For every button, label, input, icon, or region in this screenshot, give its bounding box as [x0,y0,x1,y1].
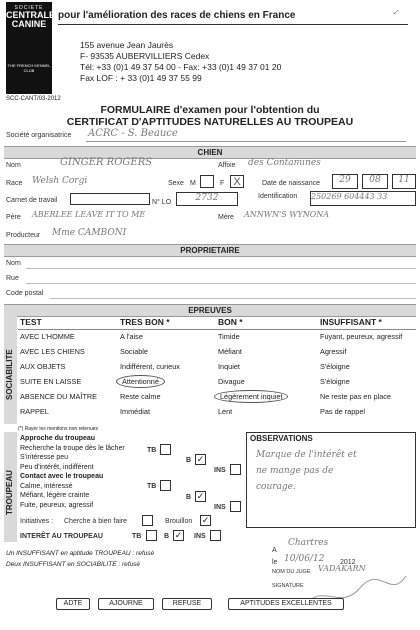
observations-box[interactable] [246,432,416,528]
approche-tb-label: TB [147,447,157,454]
prop-rue-line [26,283,416,284]
lo-label: N° LO [152,199,172,206]
brouillon-checkbox[interactable]: ✓ [201,515,210,525]
row-chiens-b[interactable]: Méfiant [218,347,242,356]
col-tres-bon: TRES BON * [120,317,170,327]
contact-title: Contact avec le troupeau [20,473,104,480]
row-absence-test: ABSENCE DU MAÎTRE [20,392,98,401]
row-rappel-test: RAPPEL [20,407,49,416]
approche-tb-checkbox[interactable] [160,444,171,455]
mere-value[interactable]: ANNWN'S WYNONA [244,210,330,219]
pere-value[interactable]: ABERLEE LEAVE IT TO ME [32,210,146,219]
address-block [80,40,281,84]
naissance-label: Date de naissance [262,180,320,187]
row-chiens-ins[interactable]: Agressif [320,347,347,356]
ident-value[interactable]: 250269 604443 33 [310,191,416,206]
sexe-m-checkbox[interactable] [200,175,214,188]
row-laisse-test: SUITE EN LAISSE [20,377,82,386]
row-objets-test: AUX OBJETS [20,362,66,371]
form-code: SCC-CANT/03-2012 [6,96,61,102]
interet-b-label: B [164,533,170,540]
approche-2: S'intéresse peu [20,454,69,461]
observations-label: OBSERVATIONS [250,434,313,443]
contact-2: Méfiant, légère crainte [20,492,90,499]
ident-label: Identification [258,193,298,200]
troupeau-block [20,434,125,510]
row-laisse-tb[interactable]: Attentionné [116,375,165,388]
address-tel: Tél: +33 (0)1 49 37 54 00 - Fax: +33 (0)1 49 37 01 20 [80,62,282,72]
epreuves-header: EPREUVES [4,304,416,317]
signature-label: SIGNATURE [272,583,304,589]
mere-label: Mère [218,214,234,221]
title-line1: FORMULAIRE d'examen pour l'obtention du [100,104,320,116]
row-homme-test: AVEC L'HOMME [20,332,75,341]
logo-subtitle: THE FRENCH KENNEL CLUB [7,63,51,73]
contact-b-label: B [186,494,192,501]
row-laisse-b[interactable]: Divague [218,377,245,386]
epreuves-header-rule [18,329,416,330]
sexe-f-label: F [220,180,225,187]
interet-ins-checkbox[interactable] [210,530,221,541]
interet-tb-checkbox[interactable] [146,530,157,541]
carnet-label: Carnet de travail [6,197,58,204]
sexe-m-label: M [190,180,196,187]
date-value[interactable]: 10/06/12 [284,554,325,564]
approche-ins-checkbox[interactable] [230,464,241,475]
sexe-f-checkbox[interactable]: X [230,175,244,188]
producteur-label: Producteur [6,232,41,239]
result-refuse-button[interactable]: REFUSE [162,598,212,610]
form-title [0,104,420,128]
approche-b-label: B [186,457,192,464]
logo-name: CENTRALE CANINE [6,10,55,29]
row-absence-ins[interactable]: Ne reste pas en place [320,392,391,401]
date-year: 2012 [340,559,356,566]
prop-cp-line [50,298,416,299]
row-homme-b[interactable]: Timide [218,332,240,341]
row-chiens-tb[interactable]: Sociable [120,347,148,356]
prop-nom-label: Nom [6,260,21,267]
contact-tb-label: TB [147,483,157,490]
producteur-value[interactable]: Mme CAMBONI [52,228,127,238]
row-absence-b[interactable]: Légèrement inquiet [214,390,288,403]
col-bon: BON * [218,317,243,327]
col-test: TEST [20,317,42,327]
row-homme-ins[interactable]: Fuyant, peureux, agressif [320,332,403,341]
contact-ins-label: INS [214,504,226,511]
row-rappel-ins[interactable]: Pas de rappel [320,407,366,416]
row-chiens-test: AVEC LES CHIENS [20,347,85,356]
initiatives-label: Initiatives : [20,518,54,525]
prop-rue-label: Rue [6,275,19,282]
sociabilite-label: SOCIABILITE [5,349,14,400]
troupeau-label: TROUPEAU [5,470,14,515]
title-line2: CERTIFICAT D'APTITUDES NATURELLES AU TROUPEAU [66,116,354,128]
naissance-month[interactable]: 08 [362,174,388,189]
row-rappel-b[interactable]: Lent [218,407,233,416]
prop-cp-label: Code postal [6,290,44,297]
affixe-label: Affixe [218,162,236,169]
cherche-label: Cherche à bien faire [64,518,128,525]
approche-ins-label: INS [214,467,226,474]
pere-label: Père [6,214,21,221]
juge-label: NOM DU JUGE [272,569,311,575]
chien-header: CHIEN [4,146,416,159]
lieu-label: A [272,547,277,554]
prop-nom-line [26,268,416,269]
contact-3: Fuite, peureux, agressif [20,501,94,509]
footnote: (*) Rayer les mentions non retenues [18,426,99,432]
org-value[interactable]: ACRC - S. Beauce [88,128,178,139]
interet-label: INTERÊT AU TROUPEAU [20,533,103,540]
nom-label: Nom [6,162,21,169]
interet-b-checkbox[interactable]: ✓ [174,530,183,540]
logo-top: SOCIETE [14,5,44,11]
observations-text-2: ne mange pas de [256,466,334,476]
result-adte-button[interactable]: ADTE [56,598,90,610]
carnet-field[interactable] [70,193,150,205]
nom-value[interactable]: GINGER ROGERS [60,157,153,168]
address-city: F- 93535 AUBERVILLIERS Cedex [80,51,210,61]
lo-value[interactable]: 2732 [176,192,238,206]
row-rappel-tb[interactable]: Immédiat [120,407,151,416]
cherche-checkbox[interactable] [142,515,153,526]
corner-scribble: ✓ [392,8,399,17]
race-label: Race [6,180,23,187]
approche-b-checkbox[interactable]: ✓ [196,454,205,464]
brouillon-label: Brouillon [165,518,193,525]
address-street: 155 avenue Jean Jaurès [80,40,174,50]
lieu-value[interactable]: Chartres [288,538,329,548]
address-fax: Fax LOF : + 33 (0)1 49 37 55 99 [80,73,202,83]
contact-1: Calme, intéressé [20,482,73,490]
epreuves-table [18,332,416,424]
row-homme-tb[interactable]: A l'aise [120,332,143,341]
tagline: pour l'amélioration des races de chiens en France [58,10,296,21]
approche-1: Recherche la troupe dès le lâcher [20,444,125,452]
affixe-value[interactable]: des Contamines [248,158,321,168]
interet-ins-label: INS [194,533,206,540]
result-ajourne-button[interactable]: AJOURNE [98,598,154,610]
approche-3: Peu d'intérêt, indifférent [20,463,94,471]
org-label: Société organisatrice [6,132,72,139]
row-laisse-ins[interactable]: S'éloigne [320,377,350,386]
contact-ins-checkbox[interactable] [230,501,241,512]
proprietaire-header: PROPRIETAIRE [4,244,416,257]
rule-sociabilite: Deux INSUFFISANT en SOCIABILITE : refusé [6,561,141,568]
result-aptitudes-button[interactable]: APTITUDES EXCELLENTES [228,598,344,610]
rule-troupeau: Un INSUFFISANT en aptitude TROUPEAU : refusé [6,550,155,557]
row-absence-tb[interactable]: Reste calme [120,392,161,401]
juge-value[interactable]: VADAKARN [318,564,366,573]
contact-b-checkbox[interactable]: ✓ [196,491,205,501]
row-objets-ins[interactable]: S'éloigne [320,362,350,371]
approche-title: Approche du troupeau [20,435,96,442]
org-line [86,141,406,142]
contact-tb-checkbox[interactable] [160,480,171,491]
header-rule [58,24,408,25]
race-value[interactable]: Welsh Corgi [32,176,88,186]
observations-text-3: courage. [256,482,296,492]
naissance-day[interactable]: 29 [332,174,358,189]
row-objets-tb[interactable]: Indifférent, curieux [120,362,180,371]
col-insuffisant: INSUFFISANT * [320,317,382,327]
logo [6,2,55,94]
interet-tb-label: TB [132,533,142,540]
row-objets-b[interactable]: Inquiet [218,362,240,371]
date-label: le [272,559,278,566]
observations-text-1: Marque de l'intérêt et [256,450,357,460]
sexe-label: Sexe [168,180,184,187]
naissance-year[interactable]: 11 [392,174,416,189]
